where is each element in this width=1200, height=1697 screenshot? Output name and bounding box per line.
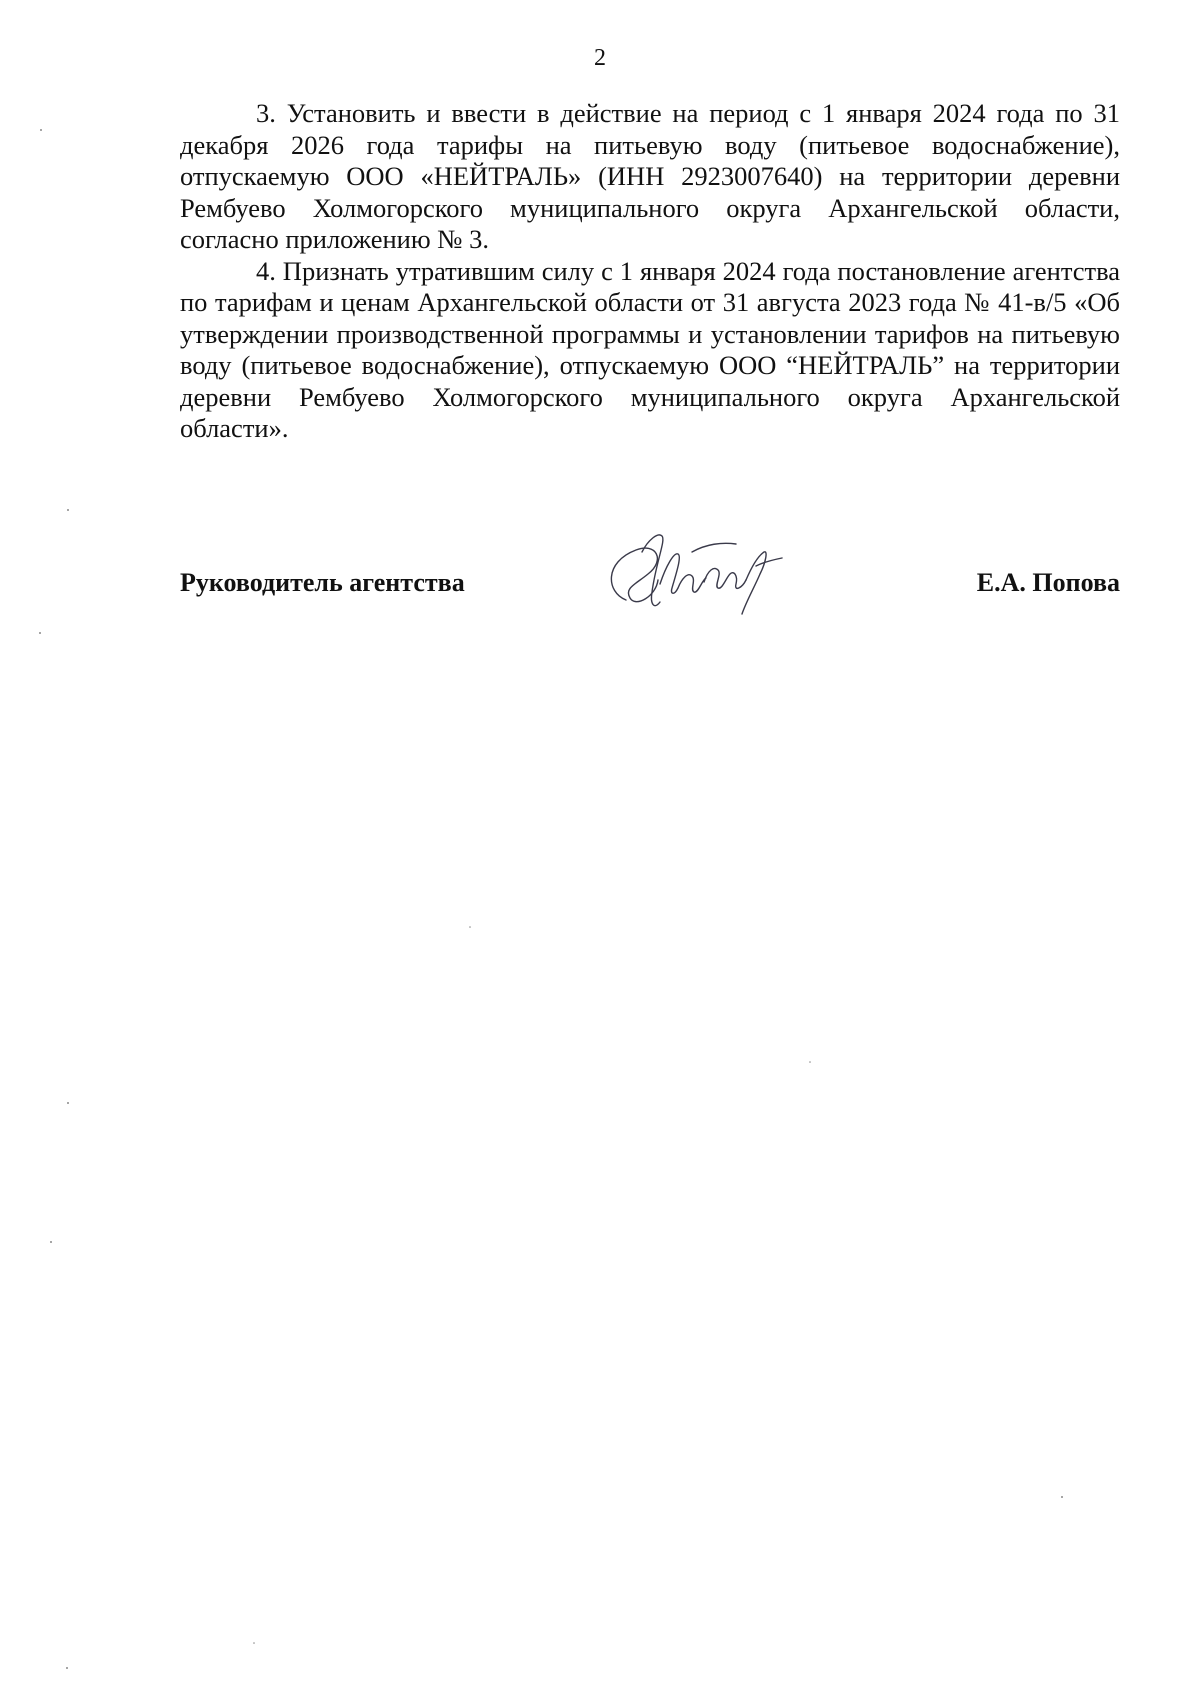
document-body [180, 98, 1120, 445]
page-number: 2 [594, 45, 606, 71]
paragraph-4: 4. Признать утратившим силу с 1 января 2024 года постановление агентства по тарифам и ценам Архангельской области от 31 августа 2023 года № 41-в/5 «Об утверждении производственной программы и установлении тарифов на питьевую воду (питьевое водоснабжение), отпускаемую ООО “НЕЙТРАЛЬ” на территории деревни Рембуево Холмогорского муниципального округа Архангельской области». [180, 255, 1120, 443]
paragraph-3: 3. Установить и ввести в действие на период с 1 января 2024 года по 31 декабря 2026 года тарифы на питьевую воду (питьевое водоснабжение), отпускаемую ООО «НЕЙТРАЛЬ» (ИНН 2923007640) на территории деревни Рембуево Холмогорского муниципального округа Архангельской области, согласно приложению № 3. [180, 98, 1120, 254]
handwritten-signature [596, 522, 796, 622]
signer-name: Е.А. Попова [976, 568, 1120, 597]
signer-title: Руководитель агентства [180, 568, 465, 597]
signature-block [180, 560, 1120, 640]
